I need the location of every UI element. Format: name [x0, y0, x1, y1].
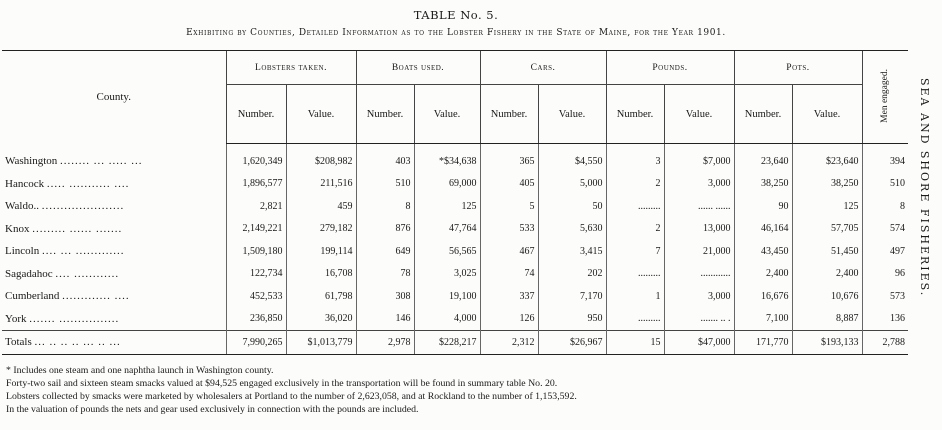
data-cell: 337	[480, 285, 538, 308]
pots-value-header: Value.	[792, 85, 862, 144]
data-cell: 533	[480, 218, 538, 241]
data-cell: 8	[862, 195, 908, 218]
cars-number-header: Number.	[480, 85, 538, 144]
data-cell: ....... .. .	[664, 308, 734, 331]
data-cell: 46,164	[734, 218, 792, 241]
data-cell: 467	[480, 240, 538, 263]
county-name: Sagadahoc	[5, 267, 53, 280]
data-cell: 7,100	[734, 308, 792, 331]
data-cell: 96	[862, 263, 908, 286]
data-cell: 403	[356, 144, 414, 173]
data-cell: 876	[356, 218, 414, 241]
county-name: York	[5, 312, 27, 325]
leader-dots: ......................	[41, 200, 125, 213]
data-cell: 236,850	[226, 308, 286, 331]
data-cell: 3,415	[538, 240, 606, 263]
data-cell: 308	[356, 285, 414, 308]
data-cell: 78	[356, 263, 414, 286]
boats-used-header: Boats used.	[356, 51, 480, 85]
footnote: * Includes one steam and one naphtha launch in Washington county.	[6, 365, 274, 376]
data-cell: $23,640	[792, 144, 862, 173]
data-cell: 57,705	[792, 218, 862, 241]
county-cell	[2, 308, 226, 331]
table-row	[2, 144, 908, 173]
table-row	[2, 331, 908, 355]
leader-dots: ......... ...... .......	[32, 222, 123, 235]
data-cell: 2	[606, 173, 664, 196]
data-cell: $193,133	[792, 331, 862, 355]
data-cell: 405	[480, 173, 538, 196]
table-row	[2, 218, 908, 241]
data-cell: $4,550	[538, 144, 606, 173]
data-cell: 1,509,180	[226, 240, 286, 263]
data-cell: *$34,638	[414, 144, 480, 173]
leader-dots: ........ ... ..... ...	[60, 155, 143, 167]
data-cell: 3,025	[414, 263, 480, 286]
data-cell: .........	[606, 263, 664, 286]
data-cell: 10,676	[792, 285, 862, 308]
county-cell	[2, 144, 226, 173]
table-row	[2, 195, 908, 218]
data-cell: 2,978	[356, 331, 414, 355]
data-cell: 16,708	[286, 263, 356, 286]
data-cell: 3,000	[664, 173, 734, 196]
data-cell: 125	[792, 195, 862, 218]
county-name: Lincoln	[5, 245, 40, 258]
data-cell: 50	[538, 195, 606, 218]
leader-dots: ... .. .. .. ... .. ...	[34, 336, 121, 349]
county-cell	[2, 173, 226, 196]
data-cell: 649	[356, 240, 414, 263]
data-cell: 1,896,577	[226, 173, 286, 196]
data-cell: 74	[480, 263, 538, 286]
data-cell: 459	[286, 195, 356, 218]
county-header: County.	[2, 51, 226, 144]
data-cell: 47,764	[414, 218, 480, 241]
data-cell: 2,149,221	[226, 218, 286, 241]
pounds-value-header: Value.	[664, 85, 734, 144]
data-cell: 146	[356, 308, 414, 331]
data-cell: 2	[606, 218, 664, 241]
data-cell: 8,887	[792, 308, 862, 331]
pots-header: Pots.	[734, 51, 862, 85]
county-name: Hancock	[5, 177, 45, 190]
data-cell: 3	[606, 144, 664, 173]
county-cell	[2, 331, 226, 355]
data-cell: 2,400	[792, 263, 862, 286]
data-cell: 36,020	[286, 308, 356, 331]
data-cell: .........	[606, 308, 664, 331]
data-cell: 452,533	[226, 285, 286, 308]
data-cell: 2,312	[480, 331, 538, 355]
county-name: Knox	[5, 222, 30, 235]
lobsters-value-header: Value.	[286, 85, 356, 144]
cars-value-header: Value.	[538, 85, 606, 144]
men-engaged-header	[862, 51, 908, 144]
pots-number-header: Number.	[734, 85, 792, 144]
table-subtitle: Exhibiting by Counties, Detailed Information as to the Lobster Fishery in the State of Maine, for the Year 1901.	[186, 28, 726, 38]
leader-dots: .... ............	[55, 267, 120, 280]
data-cell: 5,000	[538, 173, 606, 196]
county-cell	[2, 195, 226, 218]
data-cell: 2,821	[226, 195, 286, 218]
data-cell: 510	[356, 173, 414, 196]
pounds-header: Pounds.	[606, 51, 734, 85]
data-cell: 38,250	[734, 173, 792, 196]
data-cell: 279,182	[286, 218, 356, 241]
table-row	[2, 173, 908, 196]
men-engaged-label: Men engaged.	[879, 68, 890, 123]
data-cell: 5,630	[538, 218, 606, 241]
data-cell: 1,620,349	[226, 144, 286, 173]
boats-value-header: Value.	[414, 85, 480, 144]
table-row	[2, 285, 908, 308]
table-row	[2, 308, 908, 331]
data-cell: 13,000	[664, 218, 734, 241]
table-row	[2, 263, 908, 286]
lobsters-number-header: Number.	[226, 85, 286, 144]
data-cell: 950	[538, 308, 606, 331]
data-cell: 4,000	[414, 308, 480, 331]
data-cell: 211,516	[286, 173, 356, 196]
footnote: Lobsters collected by smacks were marketed by wholesalers at Portland to the number of 2,623,058, and at Rockland to the number of 1,153,592.	[6, 391, 577, 402]
data-cell: 90	[734, 195, 792, 218]
data-cell: ...... ......	[664, 195, 734, 218]
data-cell: 5	[480, 195, 538, 218]
data-cell: 19,100	[414, 285, 480, 308]
data-cell: 43,450	[734, 240, 792, 263]
leader-dots: ....... ................	[29, 312, 120, 325]
data-cell: 2,788	[862, 331, 908, 355]
running-head: SEA AND SHORE FISHERIES.	[918, 78, 931, 298]
county-name: Waldo..	[5, 200, 39, 213]
data-cell: 573	[862, 285, 908, 308]
data-cell: 3,000	[664, 285, 734, 308]
county-cell	[2, 218, 226, 241]
data-cell: 51,450	[792, 240, 862, 263]
data-cell: 199,114	[286, 240, 356, 263]
leader-dots: ..... ........... ....	[46, 177, 130, 190]
lobsters-taken-header: Lobsters taken.	[226, 51, 356, 85]
data-cell: 56,565	[414, 240, 480, 263]
data-cell: $7,000	[664, 144, 734, 173]
data-cell: 125	[414, 195, 480, 218]
county-name: Totals	[5, 336, 32, 349]
data-cell: 7	[606, 240, 664, 263]
footnote: Forty-two sail and sixteen steam smacks valued at $94,525 engaged exclusively in the transportation will be found in summary table No. 20.	[6, 378, 558, 389]
data-cell: 16,676	[734, 285, 792, 308]
data-cell: $47,000	[664, 331, 734, 355]
data-cell: 15	[606, 331, 664, 355]
data-cell: 69,000	[414, 173, 480, 196]
county-cell	[2, 240, 226, 263]
data-cell: 126	[480, 308, 538, 331]
lobster-fishery-table	[2, 50, 908, 355]
data-cell: 171,770	[734, 331, 792, 355]
data-cell: 202	[538, 263, 606, 286]
data-cell: 136	[862, 308, 908, 331]
data-cell: 497	[862, 240, 908, 263]
data-cell: 2,400	[734, 263, 792, 286]
data-cell: 365	[480, 144, 538, 173]
data-cell: 574	[862, 218, 908, 241]
data-cell: ............	[664, 263, 734, 286]
leader-dots: ............. ....	[62, 290, 130, 303]
data-cell: 1	[606, 285, 664, 308]
county-cell	[2, 285, 226, 308]
data-cell: 21,000	[664, 240, 734, 263]
data-cell: 38,250	[792, 173, 862, 196]
data-cell: $208,982	[286, 144, 356, 173]
footnote: In the valuation of pounds the nets and gear used exclusively in connection with the pounds are included.	[6, 404, 419, 415]
data-cell: 7,990,265	[226, 331, 286, 355]
county-name: Washington	[5, 155, 58, 167]
leader-dots: .... ... .............	[41, 245, 125, 258]
data-cell: .........	[606, 195, 664, 218]
footnotes	[6, 364, 906, 416]
table-row	[2, 240, 908, 263]
table-title: TABLE No. 5.	[413, 8, 499, 22]
data-cell: 8	[356, 195, 414, 218]
data-cell: 7,170	[538, 285, 606, 308]
data-cell: 510	[862, 173, 908, 196]
data-cell: $1,013,779	[286, 331, 356, 355]
county-cell	[2, 263, 226, 286]
county-name: Cumberland	[5, 290, 60, 303]
data-cell: 61,798	[286, 285, 356, 308]
data-cell: 23,640	[734, 144, 792, 173]
data-cell: 122,734	[226, 263, 286, 286]
cars-header: Cars.	[480, 51, 606, 85]
pounds-number-header: Number.	[606, 85, 664, 144]
data-cell: 394	[862, 144, 908, 173]
data-cell: $26,967	[538, 331, 606, 355]
data-cell: $228,217	[414, 331, 480, 355]
boats-number-header: Number.	[356, 85, 414, 144]
